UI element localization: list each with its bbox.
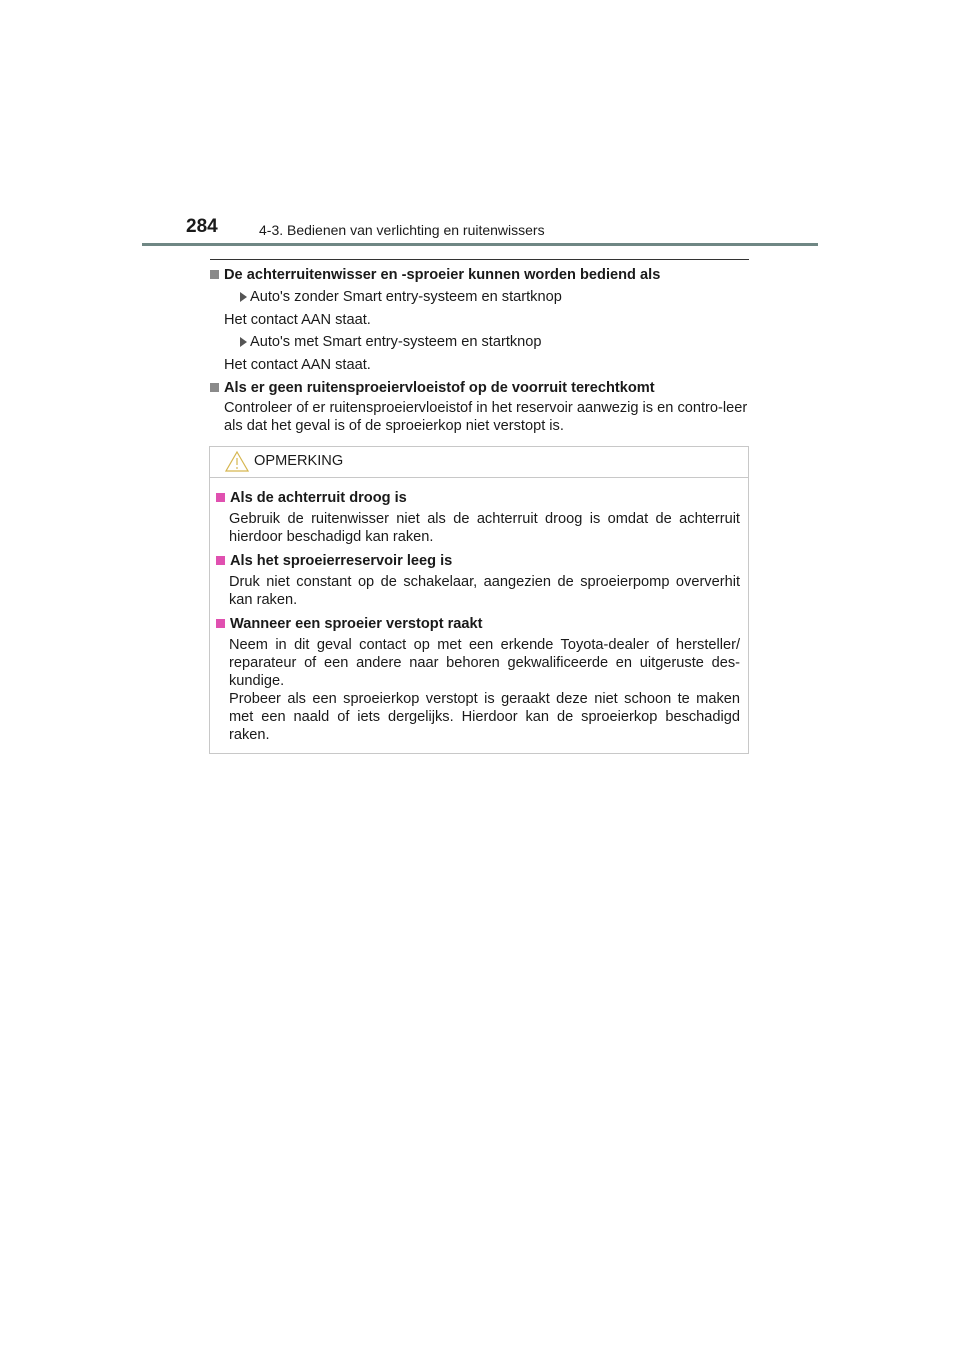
section-heading: [210, 379, 750, 397]
condition-item-label: Auto's met Smart entry-systeem en startknop: [250, 334, 542, 350]
condition-item-label: Auto's zonder Smart entry-systeem en startknop: [250, 289, 562, 305]
section-rule: [210, 259, 749, 260]
section-heading: [210, 266, 750, 284]
square-bullet-icon: [216, 493, 225, 502]
section-heading-text: De achterruitenwisser en -sproeier kunnen worden bediend als: [224, 267, 661, 283]
section-heading-text: Als er geen ruitensproeiervloeistof op de voorruit terechtkomt: [224, 380, 655, 396]
page-number: 284: [186, 216, 218, 237]
header-rule: [142, 243, 818, 246]
square-bullet-icon: [216, 619, 225, 628]
main-content: [210, 266, 750, 435]
condition-item: [240, 288, 750, 306]
notice-box: [209, 446, 749, 754]
section-paragraph: Controleer of er ruitensproeiervloeistof in het reservoir aanwezig is en contro-leer als dat het geval is of de sproeierkop niet verstopt is.: [224, 400, 748, 434]
square-bullet-icon: [216, 556, 225, 565]
condition-text: Het contact AAN staat.: [224, 312, 371, 328]
notice-header: [210, 447, 748, 478]
warning-triangle-icon: [225, 451, 249, 472]
notice-item-heading-text: Wanneer een sproeier verstopt raakt: [230, 616, 483, 632]
condition-item: [240, 333, 750, 351]
notice-title: OPMERKING: [254, 453, 344, 469]
notice-item-heading: [216, 552, 740, 570]
triangle-bullet-icon: [240, 292, 247, 302]
notice-item-text: Druk niet constant op de schakelaar, aangezien de sproeierpomp oververhit kan raken.: [229, 574, 740, 608]
notice-item-heading: [216, 489, 740, 507]
square-bullet-icon: [210, 383, 219, 392]
condition-text: Het contact AAN staat.: [224, 357, 371, 373]
notice-item-text: Probeer als een sproeierkop verstopt is geraakt deze niet schoon te maken met een naald of iets dergelijks. Hierdoor kan de sproeierkop beschadigd raken.: [229, 691, 740, 743]
notice-item-heading-text: Als de achterruit droog is: [230, 490, 407, 506]
notice-item-text: Gebruik de ruitenwisser niet als de achterruit droog is omdat de achterruit hierdoor beschadigd kan raken.: [229, 511, 740, 545]
triangle-bullet-icon: [240, 337, 247, 347]
notice-body: [216, 489, 740, 744]
notice-item-heading: [216, 615, 740, 633]
notice-item-text: Neem in dit geval contact op met een erkende Toyota-dealer of hersteller/ reparateur of een andere naar behoren gekwalificeerde en uitgeruste des-kundige.: [229, 637, 740, 689]
notice-item-heading-text: Als het sproeierreservoir leeg is: [230, 553, 453, 569]
chapter-title: 4-3. Bedienen van verlichting en ruitenwissers: [259, 222, 545, 238]
square-bullet-icon: [210, 270, 219, 279]
